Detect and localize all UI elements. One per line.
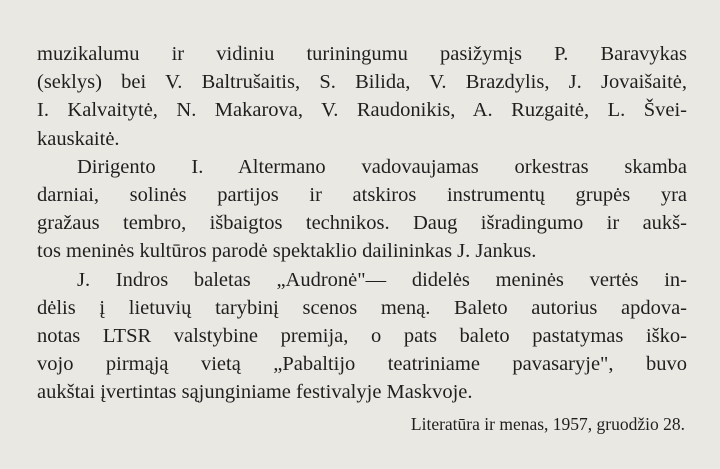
paragraph-ballet: [37, 266, 687, 407]
text-line: vojo pirmąją vietą „Pabaltijo teatriniame pavasaryje", buvo: [37, 353, 687, 376]
paragraph-singers: [37, 40, 687, 153]
text-line: darniai, solinės partijos ir atskiros instrumentų grupės yra: [37, 184, 687, 207]
text-line: dėlis į lietuvių tarybinį scenos meną. Baleto autorius apdova-: [37, 296, 687, 319]
text-line: muzikalumu ir vidiniu turiningumu pasižymįs P. Baravykas: [37, 43, 687, 65]
text-line: tos meninės kultūros parodė spektaklio dailininkas J. Jankus.: [37, 240, 537, 263]
text-line: notas LTSR valstybine premija, o pats baleto pastatymas iško-: [37, 325, 687, 348]
text-line: Dirigento I. Altermano vadovaujamas orkestras skamba: [77, 155, 687, 178]
document-page: [37, 40, 687, 436]
paragraph-orchestra: [37, 153, 687, 266]
text-line: (seklys) bei V. Baltrušaitis, S. Bilida, V. Brazdylis, J. Jovaišaitė,: [37, 71, 687, 94]
source-citation: Literatūra ir menas, 1957, gruodžio 28.: [410, 413, 685, 434]
text-line: kauskaitė.: [37, 127, 120, 150]
text-line: gražaus tembro, išbaigtos technikos. Daug išradingumo ir aukš-: [37, 212, 687, 235]
text-line: J. Indros baletas „Audronė"— didelės meninės vertės in-: [77, 268, 687, 291]
text-line: aukštai įvertintas sąjunginiame festivalyje Maskvoje.: [37, 381, 473, 404]
text-line: I. Kalvaitytė, N. Makarova, V. Raudonikis, A. Ruzgaitė, L. Švei-: [37, 99, 687, 122]
